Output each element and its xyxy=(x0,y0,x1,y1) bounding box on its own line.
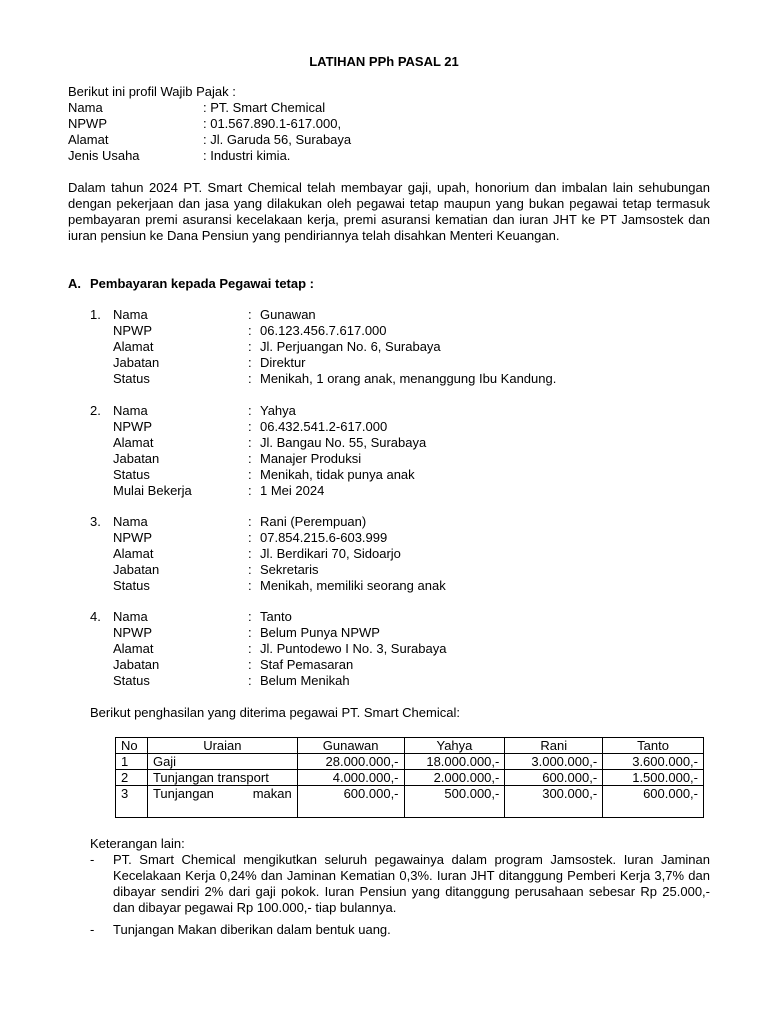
profile-row-alamat xyxy=(68,132,468,148)
employee-value: Menikah, memiliki seorang anak xyxy=(260,578,446,593)
table-cell: 1.500.000,- xyxy=(603,770,704,786)
bullet-dash: - xyxy=(90,922,95,937)
profile-label: Nama xyxy=(68,100,103,115)
employee-label: Status xyxy=(113,467,150,482)
colon: : xyxy=(248,514,252,529)
employee-number: 4. xyxy=(90,609,101,624)
colon: : xyxy=(248,483,252,498)
employee-value: Jl. Perjuangan No. 6, Surabaya xyxy=(260,339,441,354)
employee-number: 2. xyxy=(90,403,101,418)
employee-value: Staf Pemasaran xyxy=(260,657,354,672)
income-intro: Berikut penghasilan yang diterima pegawai PT. Smart Chemical: xyxy=(90,705,460,720)
profile-label: Jenis Usaha xyxy=(68,148,140,163)
profile-value: : PT. Smart Chemical xyxy=(203,100,326,115)
table-cell: 600.000,- xyxy=(603,786,704,818)
colon: : xyxy=(248,546,252,561)
table-cell: 1 xyxy=(116,754,148,770)
profile-row-nama xyxy=(68,100,468,116)
employee-value: Belum Punya NPWP xyxy=(260,625,380,640)
profile-row-jenis-usaha xyxy=(68,148,468,164)
colon: : xyxy=(248,530,252,545)
table-cell: 3 xyxy=(116,786,148,818)
employee-value: Jl. Berdikari 70, Sidoarjo xyxy=(260,546,401,561)
table-row xyxy=(116,754,704,770)
employee-label: Nama xyxy=(113,609,148,624)
employee-value: Sekretaris xyxy=(260,562,319,577)
colon: : xyxy=(248,403,252,418)
employee-label: NPWP xyxy=(113,419,152,434)
colon: : xyxy=(248,355,252,370)
employee-value: Rani (Perempuan) xyxy=(260,514,367,529)
employee-label: NPWP xyxy=(113,323,152,338)
employee-label: Nama xyxy=(113,403,148,418)
table-cell: 2.000.000,- xyxy=(404,770,505,786)
table-cell: 600.000,- xyxy=(297,786,404,818)
table-row xyxy=(116,770,704,786)
table-cell: 300.000,- xyxy=(505,786,603,818)
colon: : xyxy=(248,451,252,466)
table-header: Rani xyxy=(505,738,603,754)
employee-label: Jabatan xyxy=(113,451,160,466)
employee-value: 07.854.215.6-603.999 xyxy=(260,530,388,545)
employee-label: NPWP xyxy=(113,625,152,640)
profile-value: : 01.567.890.1-617.000, xyxy=(203,116,342,131)
colon: : xyxy=(248,323,252,338)
employee-label: Jabatan xyxy=(113,355,160,370)
colon: : xyxy=(248,562,252,577)
table-cell: 18.000.000,- xyxy=(404,754,505,770)
colon: : xyxy=(248,641,252,656)
employee-label: Jabatan xyxy=(113,562,160,577)
profile-intro: Berikut ini profil Wajib Pajak : xyxy=(68,84,236,99)
employee-number: 1. xyxy=(90,307,101,322)
employee-value: Gunawan xyxy=(260,307,316,322)
table-cell: 3.600.000,- xyxy=(603,754,704,770)
employee-label: Jabatan xyxy=(113,657,160,672)
employee-label: Alamat xyxy=(113,339,154,354)
profile-label: Alamat xyxy=(68,132,109,147)
profile-label: NPWP xyxy=(68,116,107,131)
colon: : xyxy=(248,657,252,672)
table-header: Yahya xyxy=(404,738,505,754)
table-cell-word: makan xyxy=(252,786,292,801)
employee-number: 3. xyxy=(90,514,101,529)
employee-value: Menikah, 1 orang anak, menanggung Ibu Kandung. xyxy=(260,371,557,386)
colon: : xyxy=(248,419,252,434)
table-cell-justified xyxy=(147,786,297,818)
employee-value: Menikah, tidak punya anak xyxy=(260,467,415,482)
employee-label: Nama xyxy=(113,514,148,529)
employee-value: Yahya xyxy=(260,403,296,418)
table-cell: 4.000.000,- xyxy=(297,770,404,786)
section-a-heading: Pembayaran kepada Pegawai tetap : xyxy=(90,276,314,291)
notes-heading: Keterangan lain: xyxy=(90,836,185,851)
employee-value: Tanto xyxy=(260,609,292,624)
table-cell: 600.000,- xyxy=(505,770,603,786)
table-cell: 2 xyxy=(116,770,148,786)
colon: : xyxy=(248,435,252,450)
employee-value: Direktur xyxy=(260,355,306,370)
table-header: Tanto xyxy=(603,738,704,754)
employee-value: 1 Mei 2024 xyxy=(260,483,325,498)
income-table xyxy=(115,737,704,818)
colon: : xyxy=(248,625,252,640)
note-item: PT. Smart Chemical mengikutkan seluruh pegawainya dalam program Jamsostek. Iuran Jaminan Kecelakaan Kerja 0,24% dan Jaminan Kematian 0,3%. Iuran JHT ditanggung Pemberi Kerja 3,7% dan dibayar sendiri 2% dari gaji pokok. Iuran Pensiun yang ditanggung perusahaan sebesar Rp 25.000,- dan dibayar pegawai Rp 100.000,- tiap bulannya. xyxy=(113,852,710,915)
employee-label: Mulai Bekerja xyxy=(113,483,192,498)
table-cell: Gaji xyxy=(147,754,297,770)
table-header: Gunawan xyxy=(297,738,404,754)
employee-label: Status xyxy=(113,371,150,386)
colon: : xyxy=(248,339,252,354)
employee-value: Jl. Puntodewo I No. 3, Surabaya xyxy=(260,641,447,656)
bullet-dash: - xyxy=(90,852,95,867)
table-header: No xyxy=(116,738,148,754)
table-cell: 500.000,- xyxy=(404,786,505,818)
table-cell: 3.000.000,- xyxy=(505,754,603,770)
intro-paragraph: Dalam tahun 2024 PT. Smart Chemical telah membayar gaji, upah, honorium dan imbalan lain sehubungan dengan pekerjaan dan jasa yang dilakukan oleh pegawai tetap maupun yang bukan pegawai tetap termasuk pembayaran premi asuransi kecelakaan kerja, premi asuransi kematian dan iuran JHT ke PT Jamsostek dan iuran pensiun ke Dana Pensiun yang pendiriannya telah disahkan Menteri Keuangan. xyxy=(68,180,710,243)
section-a-letter: A. xyxy=(68,276,81,291)
colon: : xyxy=(248,467,252,482)
table-header-row xyxy=(116,738,704,754)
note-item: Tunjangan Makan diberikan dalam bentuk uang. xyxy=(113,922,391,937)
table-cell: Tunjangan transport xyxy=(147,770,297,786)
profile-value: : Industri kimia. xyxy=(203,148,291,163)
table-cell: 28.000.000,- xyxy=(297,754,404,770)
employee-label: Status xyxy=(113,673,150,688)
employee-label: Alamat xyxy=(113,435,154,450)
colon: : xyxy=(248,578,252,593)
employee-value: Belum Menikah xyxy=(260,673,350,688)
colon: : xyxy=(248,609,252,624)
profile-value: : Jl. Garuda 56, Surabaya xyxy=(203,132,352,147)
table-header: Uraian xyxy=(147,738,297,754)
employee-value: Jl. Bangau No. 55, Surabaya xyxy=(260,435,427,450)
table-row xyxy=(116,786,704,818)
colon: : xyxy=(248,673,252,688)
employee-label: Alamat xyxy=(113,546,154,561)
employee-value: 06.123.456.7.617.000 xyxy=(260,323,387,338)
employee-value: Manajer Produksi xyxy=(260,451,362,466)
employee-value: 06.432.541.2-617.000 xyxy=(260,419,388,434)
colon: : xyxy=(248,371,252,386)
employee-label: Nama xyxy=(113,307,148,322)
employee-label: NPWP xyxy=(113,530,152,545)
profile-row-npwp xyxy=(68,116,468,132)
employee-label: Alamat xyxy=(113,641,154,656)
document-title: LATIHAN PPh PASAL 21 xyxy=(309,54,459,69)
table-cell-word: Tunjangan xyxy=(152,786,214,801)
colon: : xyxy=(248,307,252,322)
employee-label: Status xyxy=(113,578,150,593)
